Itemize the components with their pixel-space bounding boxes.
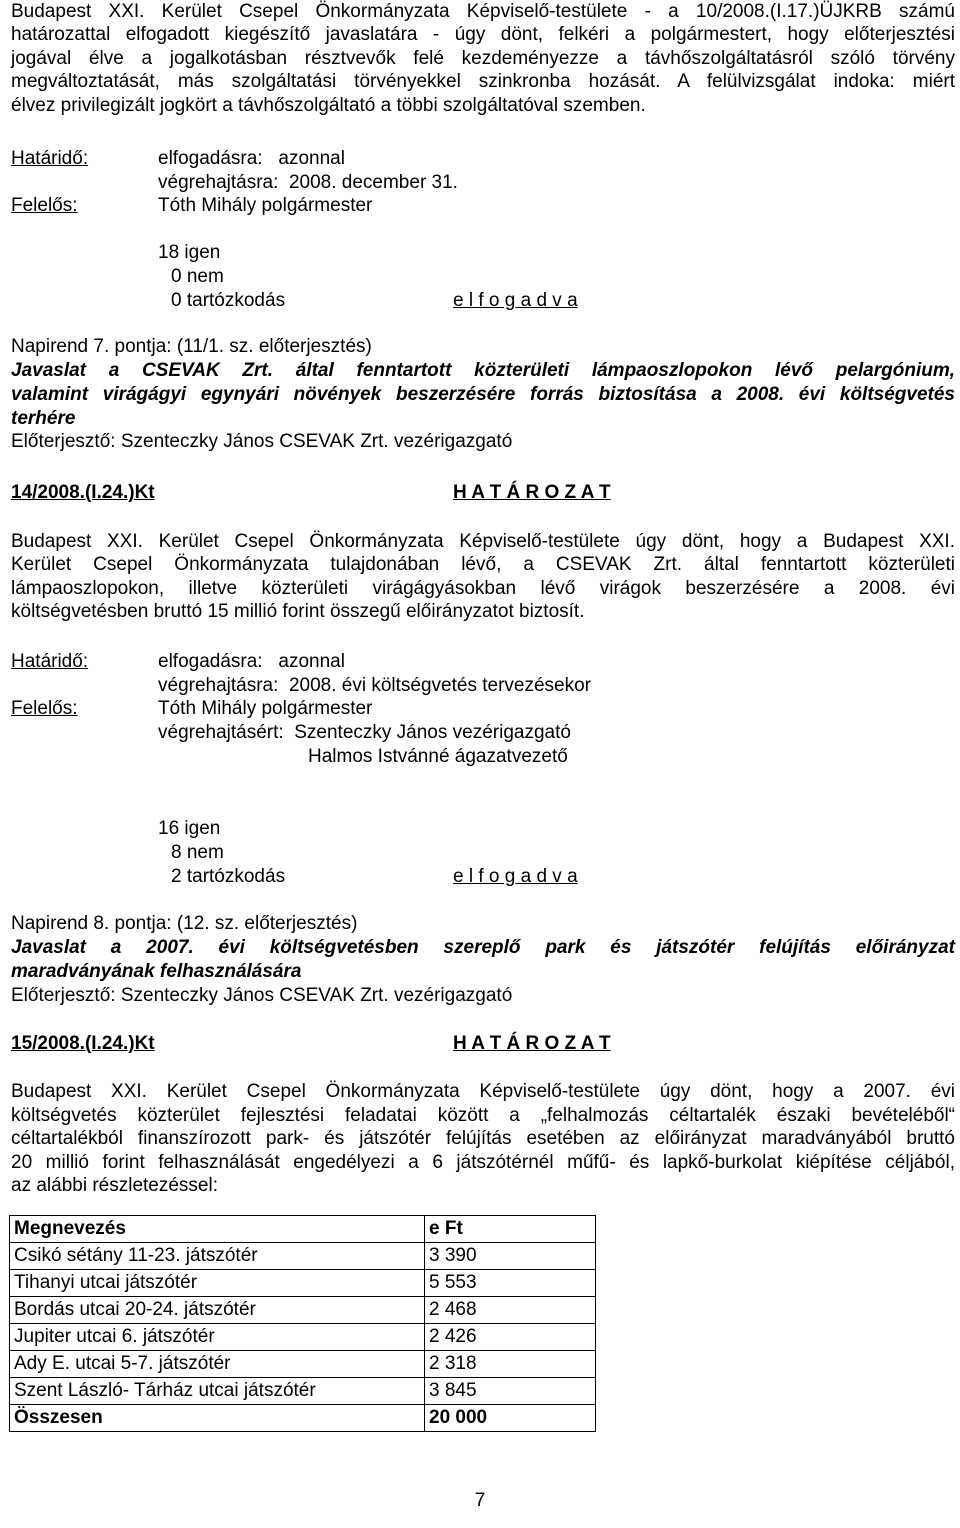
item8-hatarozat-title: H A T Á R O Z A T	[453, 1033, 611, 1054]
item7-vegrehajtasert: végrehajtásért: Szenteczky János vezérigazgató	[158, 722, 571, 743]
item7-body-line-1: Budapest XXI. Kerület Csepel Önkormányzata Képviselő-testülete úgy dönt, hogy a Budapest XXI.	[11, 531, 955, 552]
item7-resolution-number: 14/2008.(I.24.)Kt	[11, 482, 155, 503]
table-row	[10, 1324, 596, 1351]
item7-body-line-3: lámpaoszlopokon, illetve közterületi virágágyásokban lévő virágok beszerzésére a 2008. évi	[11, 578, 955, 599]
item7-title-line-2: valamint virágágyi egynyári növények beszerzésére forrás biztosítása a 2008. évi költségvetés	[11, 384, 955, 405]
item8-body-line-4: 20 millió forint felhasználását engedélyezi a 6 játszótérnél műfű- és lapkő-burkolat kiépítése céljából,	[11, 1152, 955, 1173]
table-total-amount: 20 000	[425, 1405, 596, 1432]
item8-title-line-2: maradványának felhasználására	[11, 961, 302, 982]
item7-felelos-label: Felelős:	[11, 698, 78, 719]
item7-hatarido-line-2: végrehajtásra: 2008. évi költségvetés tervezésekor	[158, 675, 592, 696]
item7-hatarozat-title: H A T Á R O Z A T	[453, 482, 611, 503]
table-cell-name: Tihanyi utcai játszótér	[10, 1270, 425, 1297]
agenda-heading-8: Napirend 8. pontja: (12. sz. előterjesztés)	[11, 913, 358, 934]
table-row	[10, 1243, 596, 1270]
item7-title-line-1: Javaslat a CSEVAK Zrt. által fenntartott közterületi lámpaoszlopokon lévő pelargónium,	[11, 360, 955, 381]
item8-presenter: Előterjesztő: Szenteczky János CSEVAK Zrt. vezérigazgató	[11, 985, 513, 1006]
felelos-value: Tóth Mihály polgármester	[158, 195, 373, 216]
table-cell-name: Szent László- Tárház utcai játszótér	[10, 1378, 425, 1405]
table-cell-amount: 3 390	[425, 1243, 596, 1270]
table-row	[10, 1378, 596, 1405]
table-cell-amount: 2 468	[425, 1297, 596, 1324]
hatarido-line-2: végrehajtásra: 2008. december 31.	[158, 172, 458, 193]
table-total-row	[10, 1405, 596, 1432]
table-cell-amount: 3 845	[425, 1378, 596, 1405]
item8-body-line-2: költségvetés közterület fejlesztési feladatai között a „felhalmozás céltartalék északi bevételéből“	[11, 1105, 955, 1126]
item7-body-line-4: költségvetésben bruttó 15 millió forint összegű előirányzatot biztosít.	[11, 601, 585, 622]
table-header-amount: e Ft	[425, 1216, 596, 1243]
table-row	[10, 1270, 596, 1297]
table-cell-name: Jupiter utcai 6. játszótér	[10, 1324, 425, 1351]
item8-resolution-number: 15/2008.(I.24.)Kt	[11, 1033, 155, 1054]
table-cell-amount: 5 553	[425, 1270, 596, 1297]
intro-line-5: élvez privilegizált jogkört a távhőszolgáltató a többi szolgáltatóval szemben.	[11, 95, 646, 116]
table-cell-name: Ady E. utcai 5-7. játszótér	[10, 1351, 425, 1378]
item8-body-line-3: céltartalékból finanszírozott park- és játszótér felújítás esetében az előirányzat maradványából bruttó	[11, 1128, 955, 1149]
table-cell-amount: 2 318	[425, 1351, 596, 1378]
item7-title-line-3: terhére	[11, 408, 76, 429]
table-header-name: Megnevezés	[10, 1216, 425, 1243]
page-number: 7	[474, 1490, 486, 1511]
vote-yes: 18 igen	[158, 242, 221, 263]
intro-line-2: határozattal elfogadott kiegészítő javaslatára - úgy dönt, felkéri a polgármestert, hogy előterjesztési	[11, 24, 955, 45]
item8-title-line-1: Javaslat a 2007. évi költségvetésben szereplő park és játszótér felújítás előirányzat	[11, 937, 955, 958]
item7-presenter: Előterjesztő: Szenteczky János CSEVAK Zrt. vezérigazgató	[11, 431, 513, 452]
table-row	[10, 1351, 596, 1378]
vote-no: 0 nem	[171, 266, 224, 287]
item8-body-line-5: az alábbi részletezéssel:	[11, 1175, 218, 1196]
table-total-label: Összesen	[10, 1405, 425, 1432]
item7-body-line-2: Kerület Csepel Önkormányzata tulajdonában lévő, a CSEVAK Zrt. által fenntartott közterületi	[11, 554, 955, 575]
item7-felelos-value: Tóth Mihály polgármester	[158, 698, 373, 719]
playground-cost-table	[9, 1215, 596, 1432]
item7-vote-abstain: 2 tartózkodás	[171, 866, 286, 887]
table-cell-name: Csikó sétány 11-23. játszótér	[10, 1243, 425, 1270]
item8-body-line-1: Budapest XXI. Kerület Csepel Önkormányzata Képviselő-testülete úgy dönt, hogy a 2007. évi	[11, 1081, 955, 1102]
hatarido-line-1: elfogadásra: azonnal	[158, 148, 345, 169]
table-header-row	[10, 1216, 596, 1243]
item7-hatarido-line-1: elfogadásra: azonnal	[158, 651, 345, 672]
intro-line-4: megváltoztatását, más szolgáltatási törvényekkel szinkronba hozását. A felülvizsgálat indoka: miért	[11, 71, 955, 92]
vote-abstain: 0 tartózkodás	[171, 290, 286, 311]
table-row	[10, 1297, 596, 1324]
agenda-heading-7: Napirend 7. pontja: (11/1. sz. előterjesztés)	[11, 336, 372, 357]
felelos-label: Felelős:	[11, 195, 78, 216]
intro-line-1: Budapest XXI. Kerület Csepel Önkormányzata Képviselő-testülete - a 10/2008.(I.17.)ÜJKRB számú	[11, 1, 955, 22]
item7-vote-no: 8 nem	[171, 842, 224, 863]
table-cell-name: Bordás utcai 20-24. játszótér	[10, 1297, 425, 1324]
intro-line-3: jogával élve a jogalkotásban résztvevők felé kezdeményezze a távhőszolgáltatásról szóló törvény	[11, 48, 955, 69]
vote-result: e l f o g a d v a	[453, 290, 578, 311]
item7-agazatvezeto: Halmos Istvánné ágazatvezető	[308, 746, 568, 767]
item7-hatarido-label: Határidő:	[11, 651, 89, 672]
table-cell-amount: 2 426	[425, 1324, 596, 1351]
hatarido-label: Határidő:	[11, 148, 89, 169]
item7-vote-result: e l f o g a d v a	[453, 866, 578, 887]
item7-vote-yes: 16 igen	[158, 818, 221, 839]
